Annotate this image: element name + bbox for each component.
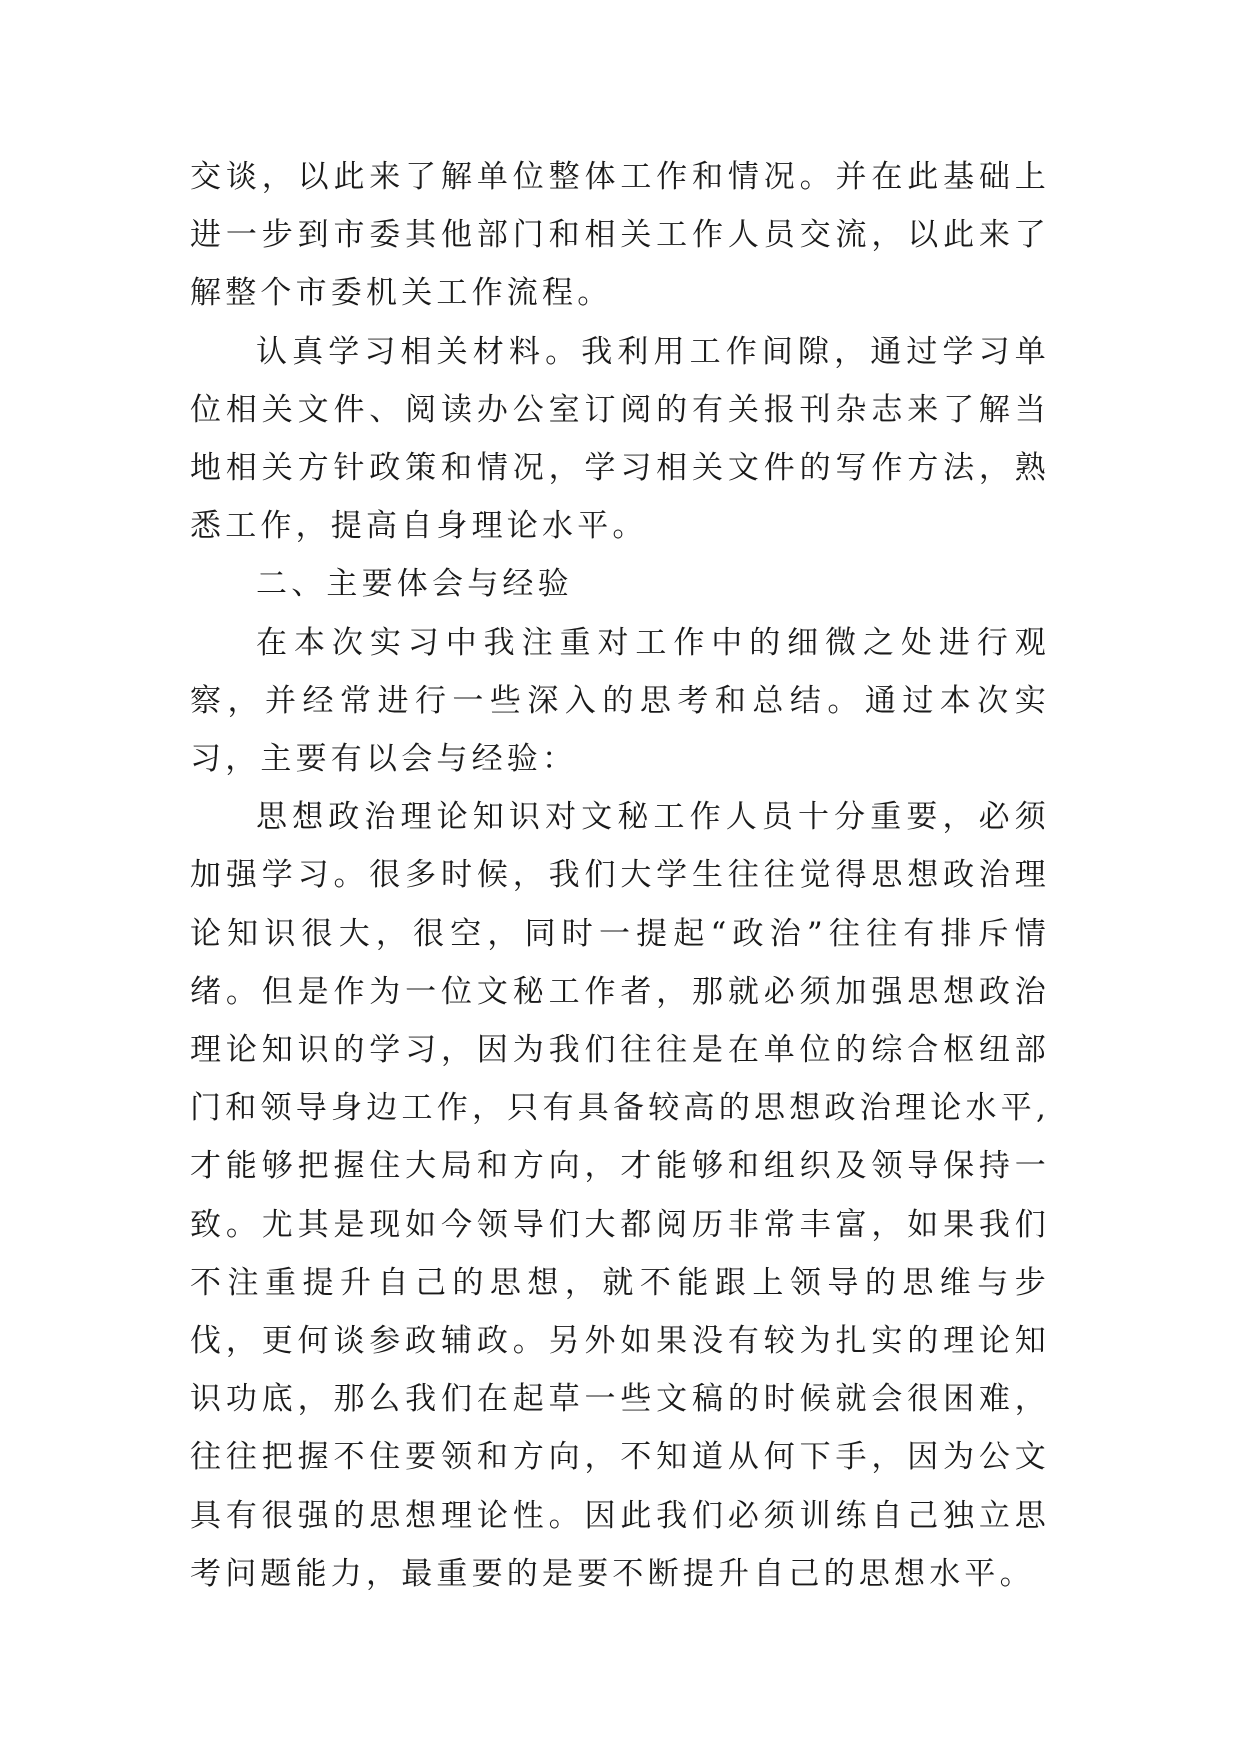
paragraph-continuation: 交谈，以此来了解单位整体工作和情况。并在此基础上进一步到市委其他部门和相关工作人员交流，以此来了解整个市委机关工作流程。: [190, 159, 1050, 312]
paragraph-political-theory: 思想政治理论知识对文秘工作人员十分重要，必须加强学习。很多时候，我们大学生往往觉得思想政治理论知识很大，很空，同时一提起“政治”往往有排斥情绪。但是作为一位文秘工作者，那就必须加强思想政治理论知识的学习，因为我们往往是在单位的综合枢纽部门和领导身边工作，只有具备较高的思想政治理论水平,才能够把握住大局和方向，才能够和组织及领导保持一致。尤其是现如今领导们大都阅历非常丰富，如果我们不注重提升自己的思想，就不能跟上领导的思维与步伐，更何谈参政辅政。另外如果没有较为扎实的理论知识功底，那么我们在起草一些文稿的时候就会很困难，往往把握不住要领和方向，不知道从何下手，因为公文具有很强的思想理论性。因此我们必须训练自己独立思考问题能力，最重要的是要不断提升自己的思想水平。: [190, 799, 1050, 1592]
section-heading-main-experience: 二、主要体会与经验: [256, 566, 573, 603]
paragraph-study-materials: 认真学习相关材料。我利用工作间隙，通过学习单位相关文件、阅读办公室订阅的有关报刊杂志来了解当地相关方针政策和情况，学习相关文件的写作方法，熟悉工作，提高自身理论水平。: [190, 333, 1050, 545]
document-body: [190, 148, 1050, 1603]
paragraph-internship-observation: 在本次实习中我注重对工作中的细微之处进行观察，并经常进行一些深入的思考和总结。通过本次实习，主要有以会与经验：: [190, 624, 1050, 778]
